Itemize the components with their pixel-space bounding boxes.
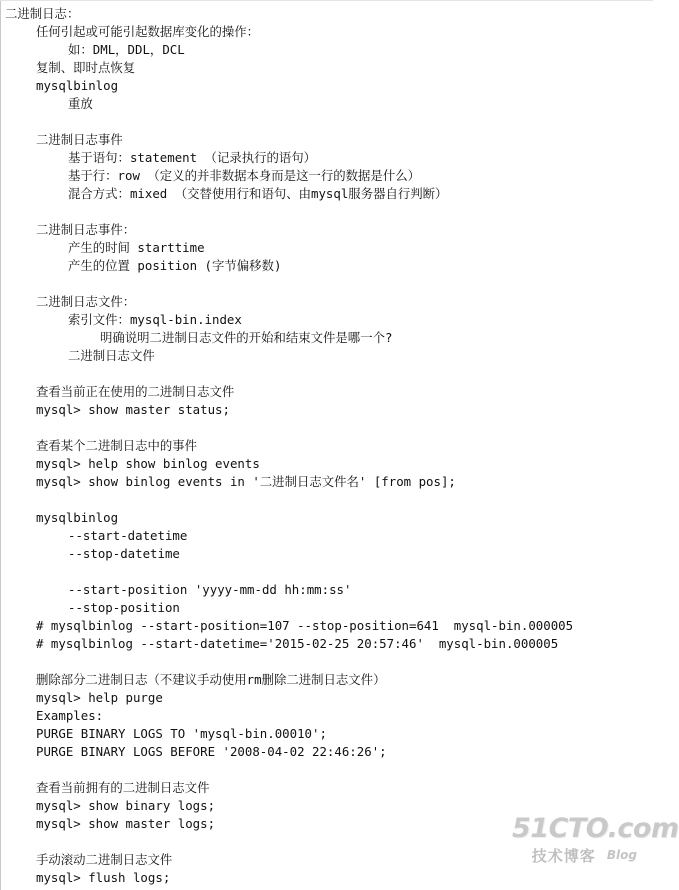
text-line: 基于行：row （定义的并非数据本身而是这一行的数据是什么） xyxy=(68,168,420,183)
text-line: mysql> show binlog events in '二进制日志文件名' [from pos]; xyxy=(36,474,456,489)
text-line: --stop-datetime xyxy=(68,546,180,561)
text-line: 二进制日志文件 xyxy=(68,348,155,363)
text-line: 基于语句：statement （记录执行的语句） xyxy=(68,150,317,165)
text-line: 索引文件：mysql-bin.index xyxy=(68,312,242,327)
text-line: PURGE BINARY LOGS TO 'mysql-bin.00010'; xyxy=(36,726,327,741)
text-line: 查看当前正在使用的二进制日志文件 xyxy=(36,384,235,399)
text-line: mysql> show master logs; xyxy=(36,816,216,831)
text-line: 手动滚动二进制日志文件 xyxy=(36,852,173,867)
text-line: 任何引起或可能引起数据库变化的操作： xyxy=(36,24,260,39)
blank-line xyxy=(0,203,5,221)
text-line: 混合方式：mixed （交替使用行和语句、由mysql服务器自行判断） xyxy=(68,186,448,201)
blank-line xyxy=(0,563,5,581)
text-line: 产生的位置 position (字节偏移数) xyxy=(68,258,282,273)
text-line: 产生的时间 starttime xyxy=(68,240,205,255)
text-line: 明确说明二进制日志文件的开始和结束文件是哪一个? xyxy=(100,330,393,345)
text-line: 重放 xyxy=(68,96,93,111)
text-line: mysql> show binary logs; xyxy=(36,798,216,813)
blank-line xyxy=(0,491,5,509)
text-line: 二进制日志： xyxy=(5,6,80,21)
text-line: 查看某个二进制日志中的事件 xyxy=(36,438,198,453)
text-line: --start-position 'yyyy-mm-dd hh:mm:ss' xyxy=(68,582,352,597)
text-line: mysql> flush logs; xyxy=(36,870,171,885)
watermark-brand: 51CTO.com xyxy=(512,813,679,844)
text-line: 二进制日志事件 xyxy=(36,132,123,147)
text-line: mysql> show master status; xyxy=(36,402,230,417)
text-line: --stop-position xyxy=(68,600,180,615)
blank-line xyxy=(0,113,5,131)
blank-line xyxy=(0,275,5,293)
top-border xyxy=(0,0,653,1)
text-line: mysqlbinlog xyxy=(36,510,119,525)
text-line: 二进制日志文件： xyxy=(36,294,136,309)
watermark-blog: Blog xyxy=(606,848,637,862)
text-line: 如：DML，DDL，DCL xyxy=(68,42,185,57)
text-line: 复制、即时点恢复 xyxy=(36,60,136,75)
blank-line xyxy=(0,833,5,851)
text-line: PURGE BINARY LOGS BEFORE '2008-04-02 22:46:26'; xyxy=(36,744,387,759)
text-line: # mysqlbinlog --start-position=107 --stop-position=641 mysql-bin.000005 xyxy=(36,618,574,633)
blank-line xyxy=(0,761,5,779)
text-line: 查看当前拥有的二进制日志文件 xyxy=(36,780,210,795)
blank-line xyxy=(0,365,5,383)
text-line: mysql> help show binlog events xyxy=(36,456,260,471)
blank-line xyxy=(0,419,5,437)
text-line: 删除部分二进制日志（不建议手动使用rm删除二进制日志文件） xyxy=(36,672,386,687)
text-line: # mysqlbinlog --start-datetime='2015-02-25 20:57:46' mysql-bin.000005 xyxy=(36,636,559,651)
text-line: --start-datetime xyxy=(68,528,188,543)
blank-line xyxy=(0,653,5,671)
text-line: Examples: xyxy=(36,708,104,723)
text-line: 二进制日志事件： xyxy=(36,222,136,237)
watermark-subtitle: 技术博客 xyxy=(531,847,596,865)
watermark-logo xyxy=(512,813,679,876)
text-line: mysqlbinlog xyxy=(36,78,119,93)
text-line: mysql> help purge xyxy=(36,690,163,705)
